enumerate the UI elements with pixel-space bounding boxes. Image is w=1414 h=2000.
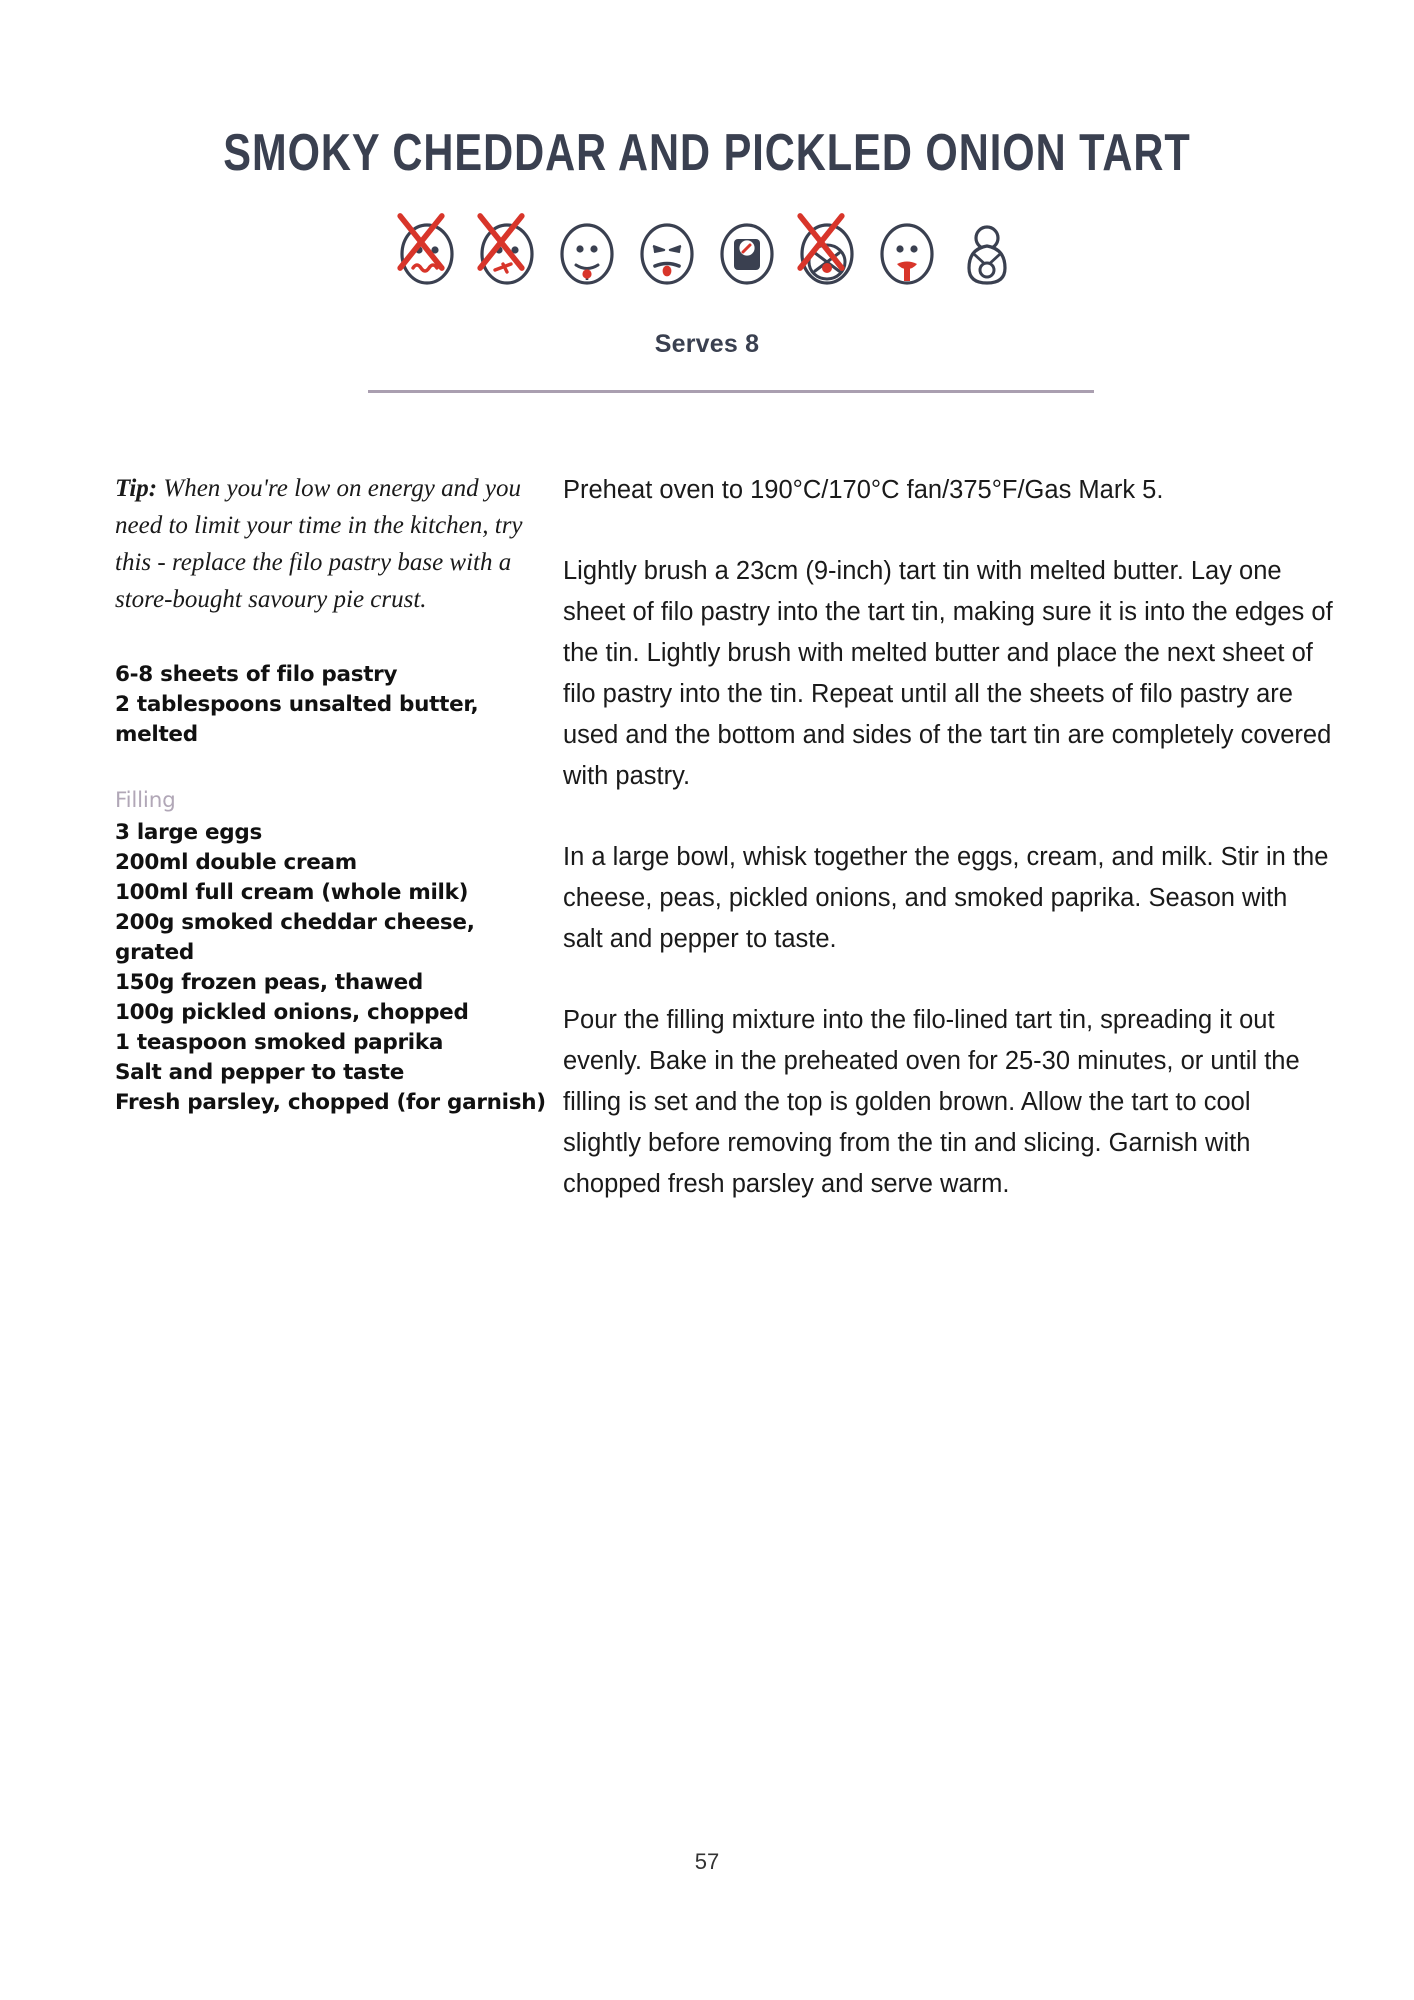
list-item: 150g frozen peas, thawed	[115, 970, 424, 995]
method-step: Lightly brush a 23cm (9-inch) tart tin with melted butter. Lay one sheet of filo pastry into the tart tin, making sure it is into the edges of the tin. Lightly brush with melted butter and place the next sheet of filo pastry into the tin. Repeat until all the sheets of filo pastry are used and the bottom and sides of the tart tin are completely covered with pastry.	[563, 557, 1333, 790]
low-energy-face-icon	[797, 222, 857, 286]
swallowing-face-icon	[877, 222, 937, 286]
filling-ingredient-list	[115, 818, 547, 1118]
method-step: In a large bowl, whisk together the eggs, cream, and milk. Stir in the cheese, peas, pickled onions, and smoked paprika. Season with salt and pepper to taste.	[563, 843, 1329, 953]
dietary-symbol-row	[0, 222, 1414, 286]
list-item: 6-8 sheets of filo pastry	[115, 662, 398, 687]
list-item: 100ml full cream (whole milk)	[115, 880, 469, 905]
tip-text: When you're low on energy and you need to limit your time in the kitchen, try this - replace the filo pastry base with a store-bought savoury pie crust.	[115, 475, 523, 613]
list-item: 1 teaspoon smoked paprika	[115, 1030, 444, 1055]
list-item: Fresh parsley, chopped (for garnish)	[115, 1090, 546, 1115]
list-item: 100g pickled onions, chopped	[115, 1000, 469, 1025]
list-item: melted	[115, 722, 198, 747]
header-divider	[368, 390, 1094, 393]
ingredients-column	[115, 470, 547, 1118]
digestion-body-icon	[957, 222, 1017, 286]
list-item: Salt and pepper to taste	[115, 1060, 405, 1085]
serves-label: Serves 8	[654, 330, 760, 358]
method-column	[563, 470, 1333, 1205]
list-item: 200g smoked cheddar cheese,	[115, 910, 475, 935]
method-step: Preheat oven to 190°C/170°C fan/375°F/Gas Mark 5.	[563, 476, 1164, 504]
tip-block	[115, 470, 547, 618]
page-number: 57	[694, 1849, 720, 1874]
list-item: grated	[115, 940, 194, 965]
filling-section-heading: Filling	[115, 788, 176, 813]
weight-scale-icon	[717, 222, 777, 286]
base-ingredient-list	[115, 660, 547, 750]
list-item: 200ml double cream	[115, 850, 357, 875]
page-title: SMOKY CHEDDAR AND PICKLED ONION TART	[223, 124, 1191, 182]
nausea-face-icon	[397, 222, 457, 286]
tip-label: Tip:	[115, 475, 158, 502]
dry-mouth-face-icon	[637, 222, 697, 286]
list-item: 3 large eggs	[115, 820, 262, 845]
taste-change-face-icon	[477, 222, 537, 286]
sore-mouth-face-icon	[557, 222, 617, 286]
list-item: 2 tablespoons unsalted butter,	[115, 692, 479, 717]
method-step: Pour the filling mixture into the filo-lined tart tin, spreading it out evenly. Bake in the preheated oven for 25-30 minutes, or until the filling is set and the top is golden brown. Allow the tart to cool slightly before removing from the tin and slicing. Garnish with chopped fresh parsley and serve warm.	[563, 1006, 1300, 1198]
